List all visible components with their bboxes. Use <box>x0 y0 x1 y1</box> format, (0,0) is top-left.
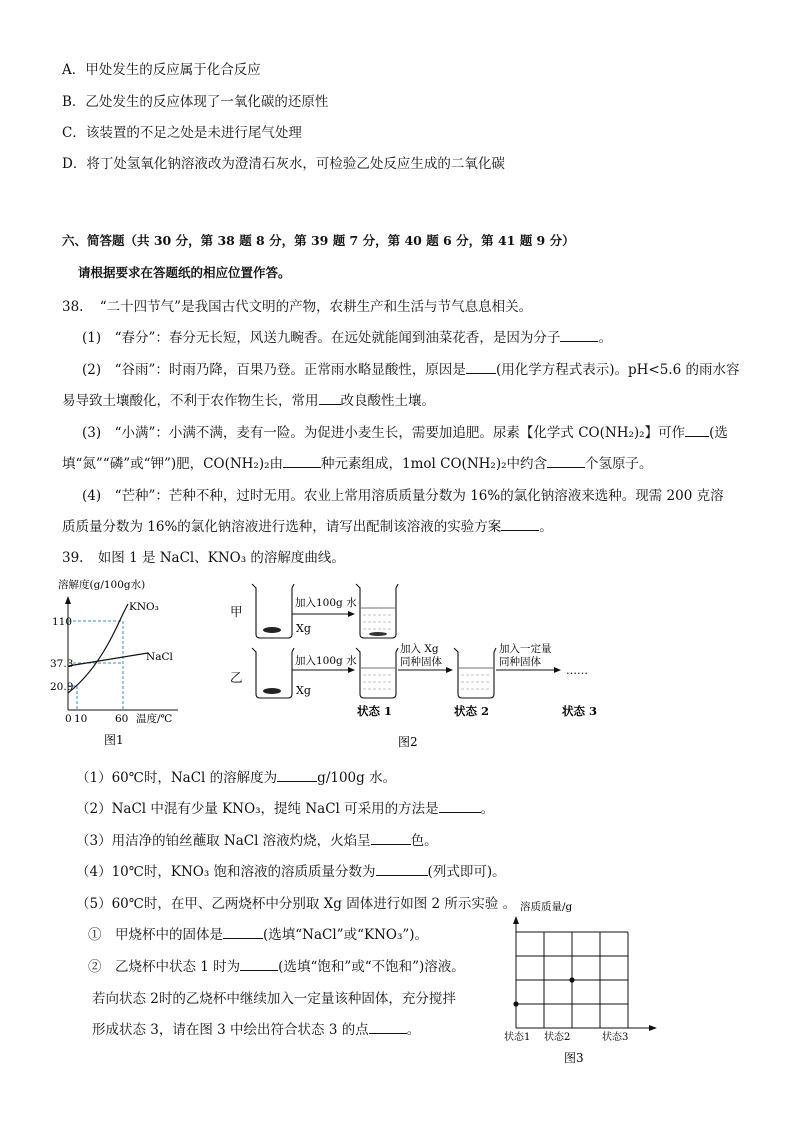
q39-item1-text-b: (选填“NaCl”或“KNO₃”)。 <box>263 927 429 943</box>
fig3-y-title: 溶质质量/g <box>520 901 573 913</box>
y-axis-arrow <box>65 596 71 604</box>
x-tick-60: 60 <box>115 713 129 725</box>
q39-item1-text-a: ① 甲烧杯中的固体是 <box>88 927 223 943</box>
q39-part2-text-a: （2）NaCl 中混有少量 KNO₃，提纯 NaCl 可采用的方法是 <box>76 801 439 817</box>
fig1-x-title: 温度/℃ <box>136 713 173 725</box>
option-c: C．该装置的不足之处是未进行尾气处理 <box>62 125 302 141</box>
q39-part3-text-a: （3）用洁净的铂丝蘸取 NaCl 溶液灼烧，火焰呈 <box>76 833 371 849</box>
q38-part2-line1 <box>82 358 739 378</box>
add-water-jia: 加入100g 水 <box>295 597 357 609</box>
q39-part3-text-b: 色。 <box>410 833 438 849</box>
xg-label-yi: Xg <box>296 684 311 697</box>
q39-part2-end: 。 <box>480 801 495 817</box>
question-39-stem <box>62 546 345 566</box>
fig2-caption: 图2 <box>398 735 418 749</box>
beaker-jia-filled <box>356 584 398 638</box>
data-point-2 <box>569 977 574 982</box>
q39-part1-text-b: g/100g 水。 <box>317 770 397 786</box>
q39-part5-item3-line1: 若向状态 2时的乙烧杯中继续加入一定量该种固体，充分搅拌 <box>92 991 456 1007</box>
nacl-curve <box>68 653 148 666</box>
question-number: 38. <box>62 299 84 315</box>
q39-item2-text-b: (选填“饱和”或“不饱和”)溶液。 <box>278 959 465 975</box>
beaker-yi-empty <box>252 648 294 698</box>
answer-blank[interactable] <box>223 925 263 940</box>
q38-part2-text-c: 易导致土壤酸化，不利于农作物生长，常用 <box>62 393 319 409</box>
q38-part3-text-d: 种元素组成，1mol CO(NH₂)₂中约含 <box>321 456 547 472</box>
q38-part2-text-a: (2) “谷雨”：时雨乃降，百果乃登。正常雨水略显酸性，原因是 <box>82 362 466 378</box>
x-label-state1: 状态1 <box>504 1032 531 1043</box>
q38-part1-text: (1) “春分”：春分无长短，风送九畹香。在远处就能闻到油菜花香，是因为分子 <box>82 330 561 346</box>
x-label-state2: 状态2 <box>544 1032 571 1043</box>
x-axis-arrow <box>649 1025 657 1031</box>
fig1-caption: 图1 <box>104 733 124 747</box>
answer-blank[interactable] <box>547 454 585 469</box>
fig3-caption: 图3 <box>564 1051 584 1065</box>
q38-part4-text-b: 质质量分数为 16%的氯化钠溶液进行选种，请写出配制该溶液的实验方案 <box>62 519 502 535</box>
question-text: “二十四节气”是我国古代文明的产物，农耕生产和生活与节气息息相关。 <box>99 299 533 315</box>
q39-item2-text-a: ② 乙烧杯中状态 1 时为 <box>88 959 241 975</box>
nacl-label: NaCl <box>146 651 173 663</box>
add-more-label-1: 加入一定量 <box>499 643 552 655</box>
answer-blank[interactable] <box>560 328 598 343</box>
arrow-head <box>348 611 355 617</box>
question-text: 如图 1 是 NaCl、KNO₃ 的溶解度曲线。 <box>97 550 345 566</box>
answer-blank[interactable] <box>376 862 428 877</box>
figure-1-solubility-chart <box>50 574 186 750</box>
q39-part5-item3-line2 <box>92 1018 420 1038</box>
q39-item3-end: 。 <box>406 1022 421 1038</box>
data-point-1 <box>513 1001 518 1006</box>
q38-part1-end: 。 <box>598 330 612 346</box>
add-more-label-2: 同种固体 <box>499 656 541 668</box>
q38-part2-text-d: 改良酸性土壤。 <box>340 393 435 409</box>
beaker-state1 <box>356 648 398 698</box>
q39-part5-item1 <box>88 923 428 943</box>
kno3-label: KNO₃ <box>129 601 159 613</box>
answer-blank[interactable] <box>466 360 496 375</box>
option-b: B．乙处发生的反应体现了一氧化碳的还原性 <box>62 94 329 110</box>
add-same-label-1: 加入 Xg <box>400 643 439 655</box>
arrow-head <box>348 667 355 673</box>
kno3-curve <box>68 604 128 693</box>
q38-part3-line2 <box>62 452 653 472</box>
q38-part4-line1: (4) “芒种”：芒种不种，过时无用。农业上常用溶质质量分数为 16%的氯化钠溶液来选种。现需 200 克溶 <box>82 488 724 504</box>
q39-part1-text-a: （1）60℃时，NaCl 的溶解度为 <box>76 770 278 786</box>
option-a: A．甲处发生的反应属于化合反应 <box>62 62 261 78</box>
arrow-head <box>446 667 453 673</box>
add-water-yi: 加入100g 水 <box>295 655 357 667</box>
q38-part2-line2 <box>62 389 435 409</box>
q38-part3-text-a: (3) “小满”：小满不满，麦有一险。为促进小麦生长，需要加追肥。尿素【化学式 CO(NH₂)₂】可作 <box>82 425 686 441</box>
fig1-y-title: 溶解度(g/100g水) <box>58 579 146 591</box>
q38-part1 <box>82 326 612 346</box>
answer-blank[interactable] <box>319 391 341 406</box>
q39-part5: （5）60℃时，在甲、乙两烧杯中分别取 Xg 固体进行如图 2 所示实验 。 <box>76 896 517 912</box>
q39-part4-text-b: (列式即可)。 <box>427 864 506 880</box>
y-tick-20-9: 20.9 <box>50 681 74 693</box>
q39-part4 <box>76 860 506 880</box>
answer-blank[interactable] <box>439 799 481 814</box>
state1-label: 状态 1 <box>357 704 393 718</box>
question-number: 39. <box>62 550 84 566</box>
xg-label-jia: Xg <box>296 622 311 635</box>
beaker-jia-empty <box>252 584 294 638</box>
answer-blank[interactable] <box>501 517 539 532</box>
x-tick-0: 0 <box>65 713 72 725</box>
q39-part4-text-a: （4）10℃时，KNO₃ 饱和溶液的溶质质量分数为 <box>76 864 376 880</box>
answer-blank[interactable] <box>240 957 278 972</box>
x-label-state3: 状态3 <box>602 1032 629 1043</box>
q38-part3-line1 <box>82 421 728 441</box>
question-38-stem <box>62 295 532 315</box>
answer-blank[interactable] <box>277 768 317 783</box>
x-tick-10: 10 <box>74 713 88 725</box>
q39-part1 <box>76 766 396 786</box>
state3-label: 状态 3 <box>562 704 598 718</box>
continuation-dots: …… <box>566 664 588 677</box>
q38-part4-end: 。 <box>539 519 553 535</box>
q38-part3-text-e: 个氢原子。 <box>585 456 653 472</box>
answer-blank[interactable] <box>283 454 321 469</box>
q39-item3-text-b: 形成状态 3，请在图 3 中绘出符合状态 3 的点 <box>92 1022 369 1038</box>
answer-blank[interactable] <box>371 831 411 846</box>
q39-part3 <box>76 829 438 849</box>
section-instruction: 请根据要求在答题纸的相应位置作答。 <box>78 265 291 280</box>
section-heading: 六、简答题（共 30 分，第 38 题 8 分，第 39 题 7 分，第 40 题 6 分，第 41 题 9 分） <box>62 233 575 248</box>
row-yi-label: 乙 <box>230 670 243 685</box>
q38-part3-text-c: 填“氮”“磷”或“钾”)肥，CO(NH₂)₂由 <box>62 456 284 472</box>
figure-2-beaker-diagram <box>222 578 622 750</box>
beaker-state2 <box>454 648 496 698</box>
q39-part5-item2 <box>88 955 465 975</box>
y-tick-110: 110 <box>52 616 73 628</box>
q38-part2-text-b: (用化学方程式表示)。pH<5.6 的雨水容 <box>495 362 740 378</box>
q38-part3-text-b: (选 <box>709 425 728 441</box>
q38-part4-line2 <box>62 515 553 535</box>
option-d: D．将丁处氢氧化钠溶液改为澄清石灰水，可检验乙处反应生成的二氧化碳 <box>62 156 505 172</box>
row-jia-label: 甲 <box>230 604 243 619</box>
arrow-head <box>554 667 561 673</box>
answer-blank[interactable] <box>369 1020 407 1035</box>
add-same-label-2: 同种固体 <box>400 656 442 668</box>
state2-label: 状态 2 <box>454 704 490 718</box>
figure-3-grid-chart <box>502 896 662 1072</box>
q39-part2 <box>76 797 494 817</box>
y-tick-37-3: 37.3 <box>50 658 74 670</box>
answer-blank[interactable] <box>685 423 709 438</box>
